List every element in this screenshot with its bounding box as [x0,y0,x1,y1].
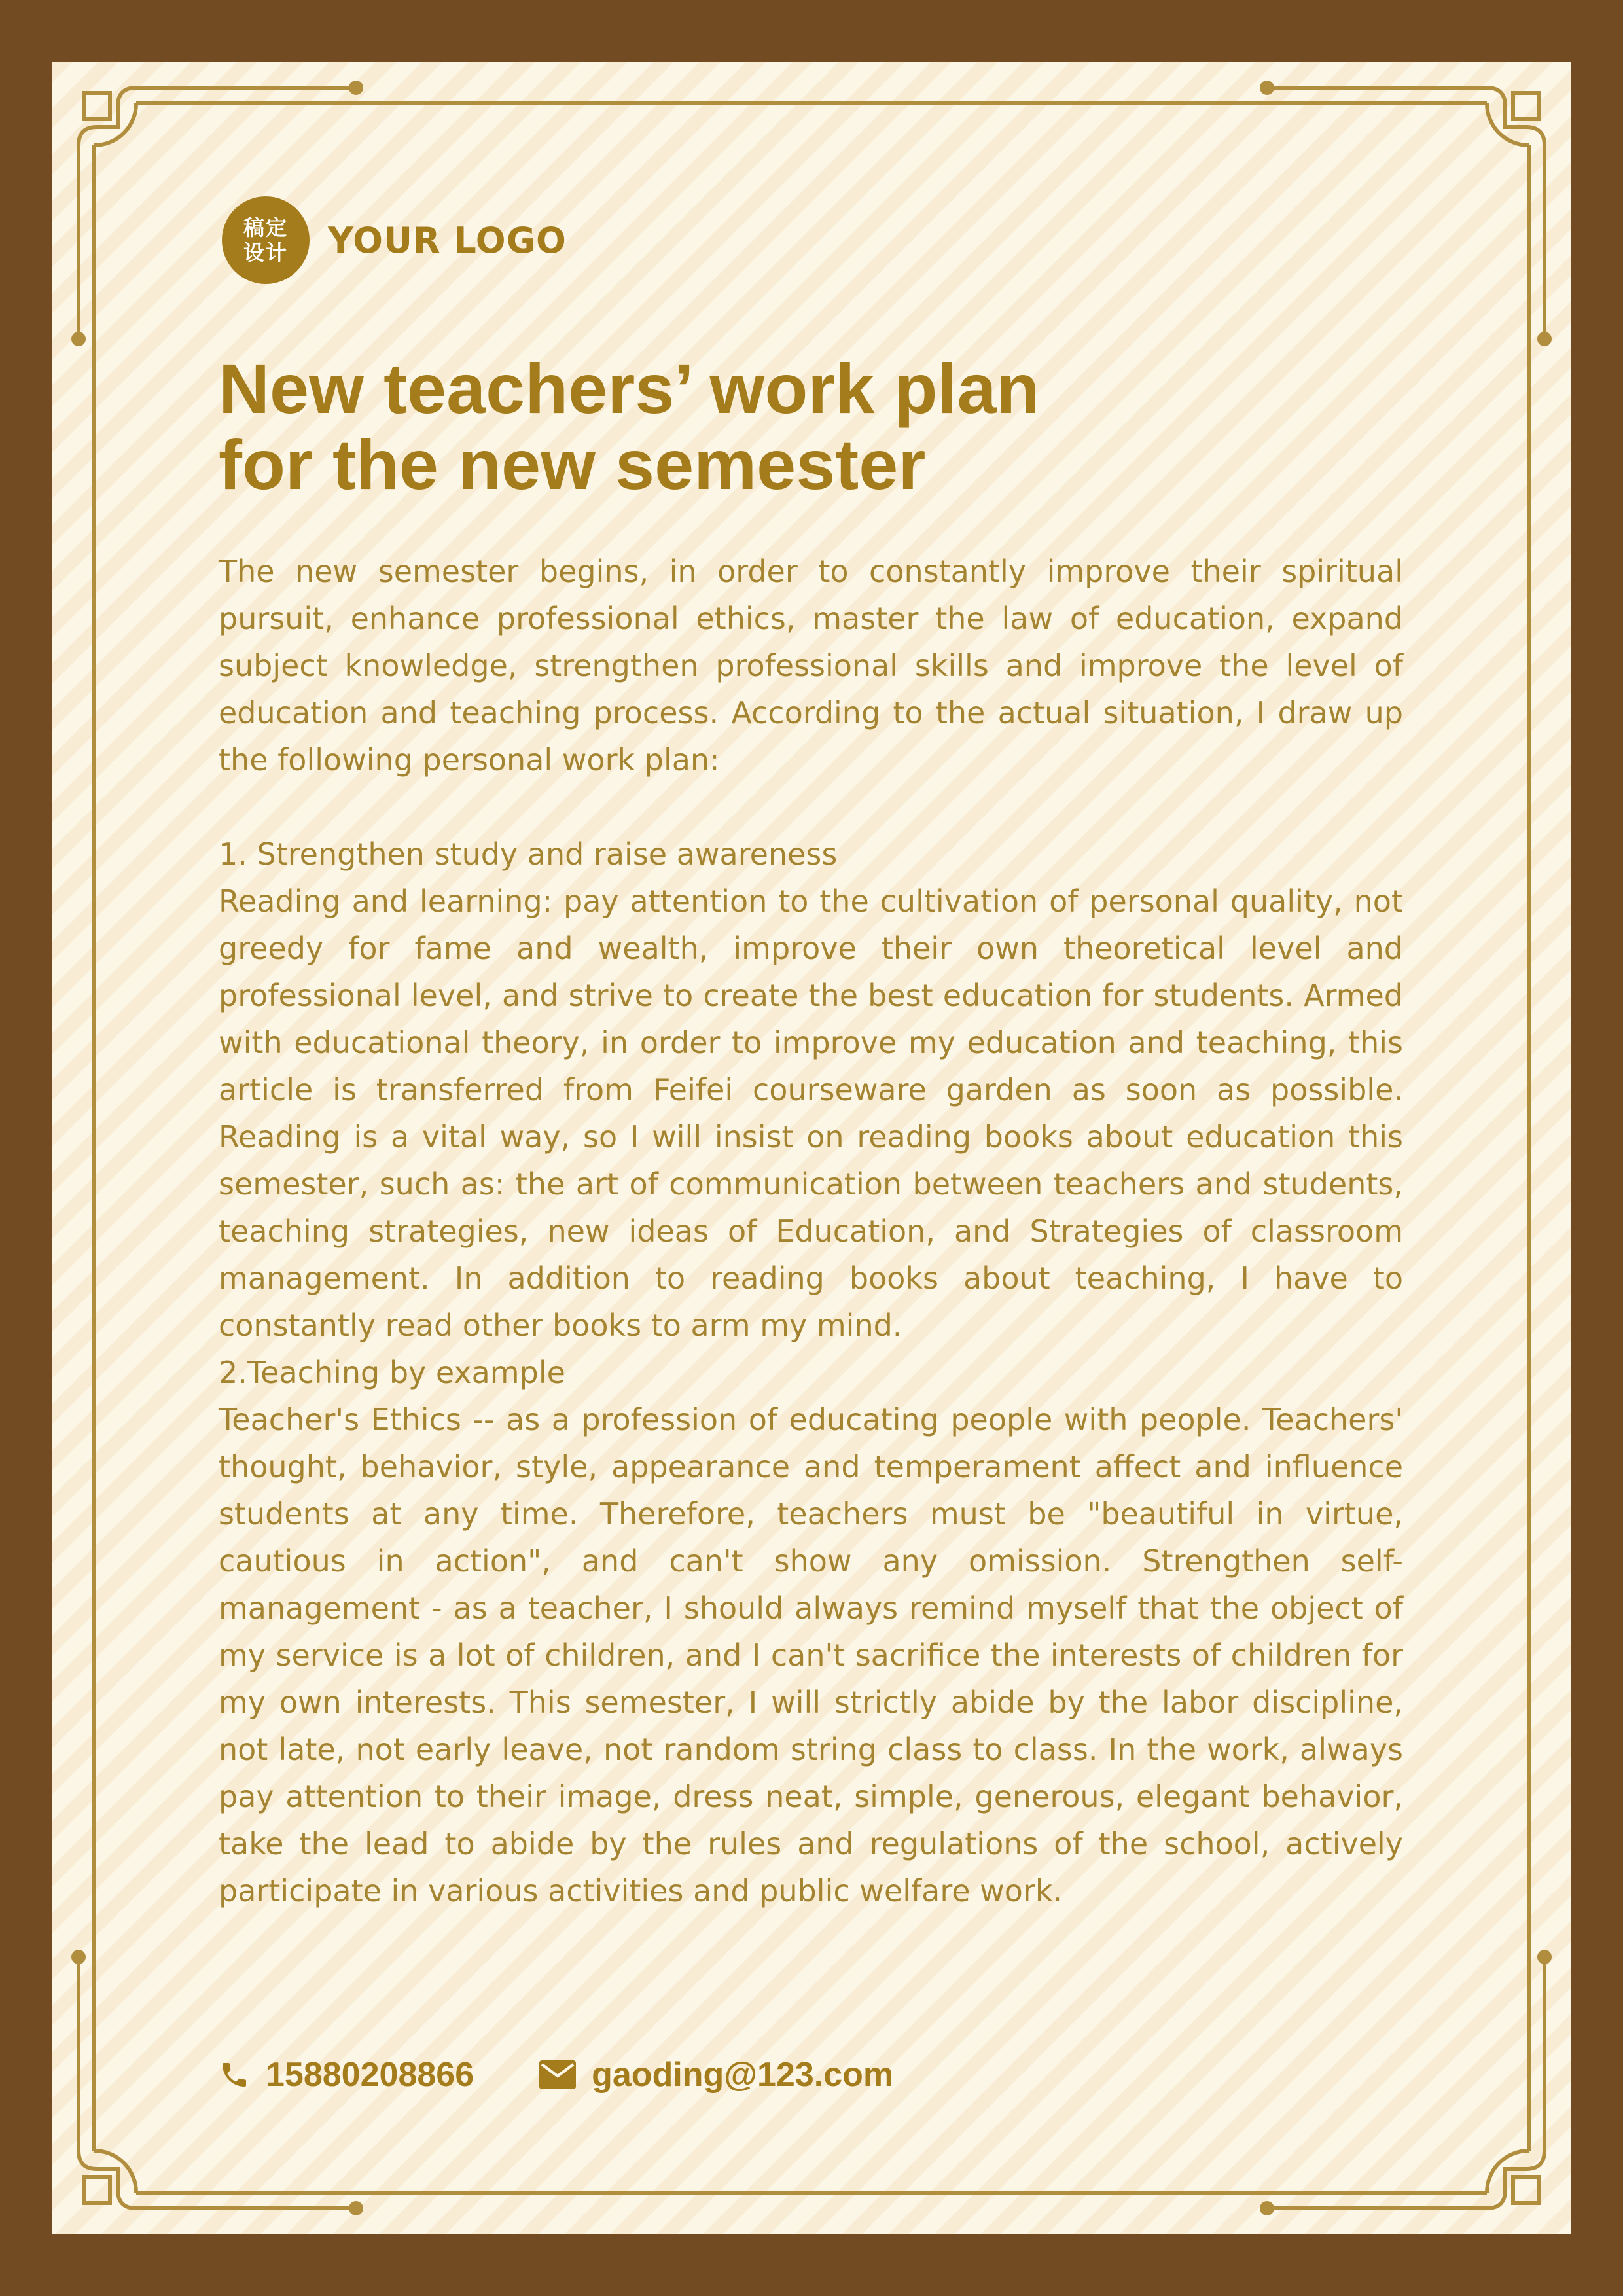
logo-badge-line2: 设计 [243,240,288,265]
body-content [219,548,1403,1914]
logo-badge-line1: 稿定 [243,215,288,240]
document-page [52,62,1571,2234]
title-line-2: for the new semester [219,425,926,504]
logo-text: YOUR LOGO [328,219,567,261]
phone-number: 15880208866 [266,2056,474,2094]
logo [222,196,567,284]
email-address: gaoding@123.com [592,2056,894,2094]
section-body-1: Reading and learning: pay attention to the cultivation of personal quality, not greedy for fame and wealth, improve their own theoretical level and professional level, and strive to create the best education for students. Armed with educational theory, in order to improve my education and teaching, this article is transferred from Feifei courseware garden as soon as possible. Reading is a vital way, so I will insist on reading books about education this semester, such as: the art of communication between teachers and students, teaching strategies, new ideas of Education, and Strategies of classroom management. In addition to reading books about teaching, I have to constantly read other books to arm my mind. [219,884,1403,1343]
section-body-2: Teacher's Ethics -- as a profession of educating people with people. Teachers' thought, behavior, style, appearance and temperament affect and influence students at any time. Therefore, teachers must be "beautiful in virtue, cautious in action", and can't show any omission. Strengthen self-management - as a teacher, I should always remind myself that the object of my service is a lot of children, and I can't sacrifice the interests of children for my own interests. This semester, I will strictly abide by the labor discipline, not late, not early leave, not random string class to class. In the work, always pay attention to their image, dress neat, simple, generous, elegant behavior, take the lead to abide by the rules and regulations of the school, actively participate in various activities and public welfare work. [219,1402,1403,1909]
section-heading-1: 1. Strengthen study and raise awareness [219,836,838,872]
phone-icon [219,2059,250,2090]
page-title [219,351,1040,503]
mail-icon [539,2060,576,2089]
section-heading-2: 2.Teaching by example [219,1355,565,1390]
email-contact [539,2055,893,2094]
intro-paragraph: The new semester begins, in order to constantly improve their spiritual pursuit, enhance professional ethics, master the law of education, expand subject knowledge, strengthen professional skills and improve the level of education and teaching process. According to the actual situation, I draw up the following personal work plan: [219,554,1403,778]
title-line-1: New teachers’ work plan [219,349,1040,428]
phone-contact [219,2055,474,2094]
contact-bar [219,2055,893,2094]
logo-badge [222,196,310,284]
